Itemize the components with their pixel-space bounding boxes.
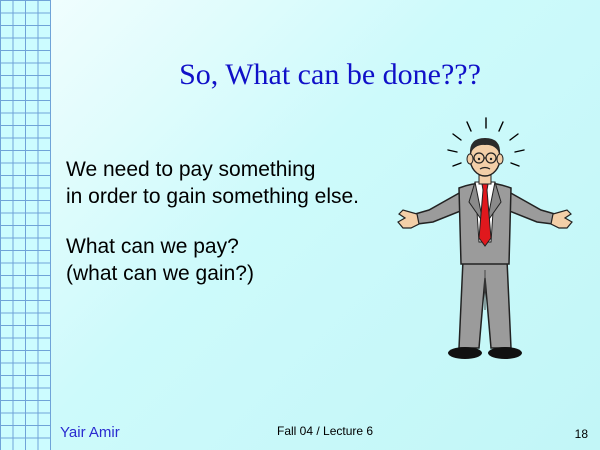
- body-line: in order to gain something else.: [66, 185, 360, 208]
- slide-body: [66, 156, 406, 310]
- footer-page-number: 18: [574, 427, 588, 441]
- slide-title: So, What can be done???: [179, 58, 481, 91]
- body-line: What can we pay?: [66, 235, 239, 258]
- body-line: We need to pay something: [66, 158, 316, 181]
- confused-man-illustration: [395, 110, 585, 372]
- body-paragraph: [66, 156, 406, 210]
- footer-author: Yair Amir: [60, 424, 120, 441]
- footer-course: Fall 04 / Lecture 6: [277, 424, 374, 438]
- body-paragraph: [66, 233, 406, 287]
- body-line: (what can we gain?): [66, 262, 254, 285]
- grid-decoration: [0, 0, 51, 450]
